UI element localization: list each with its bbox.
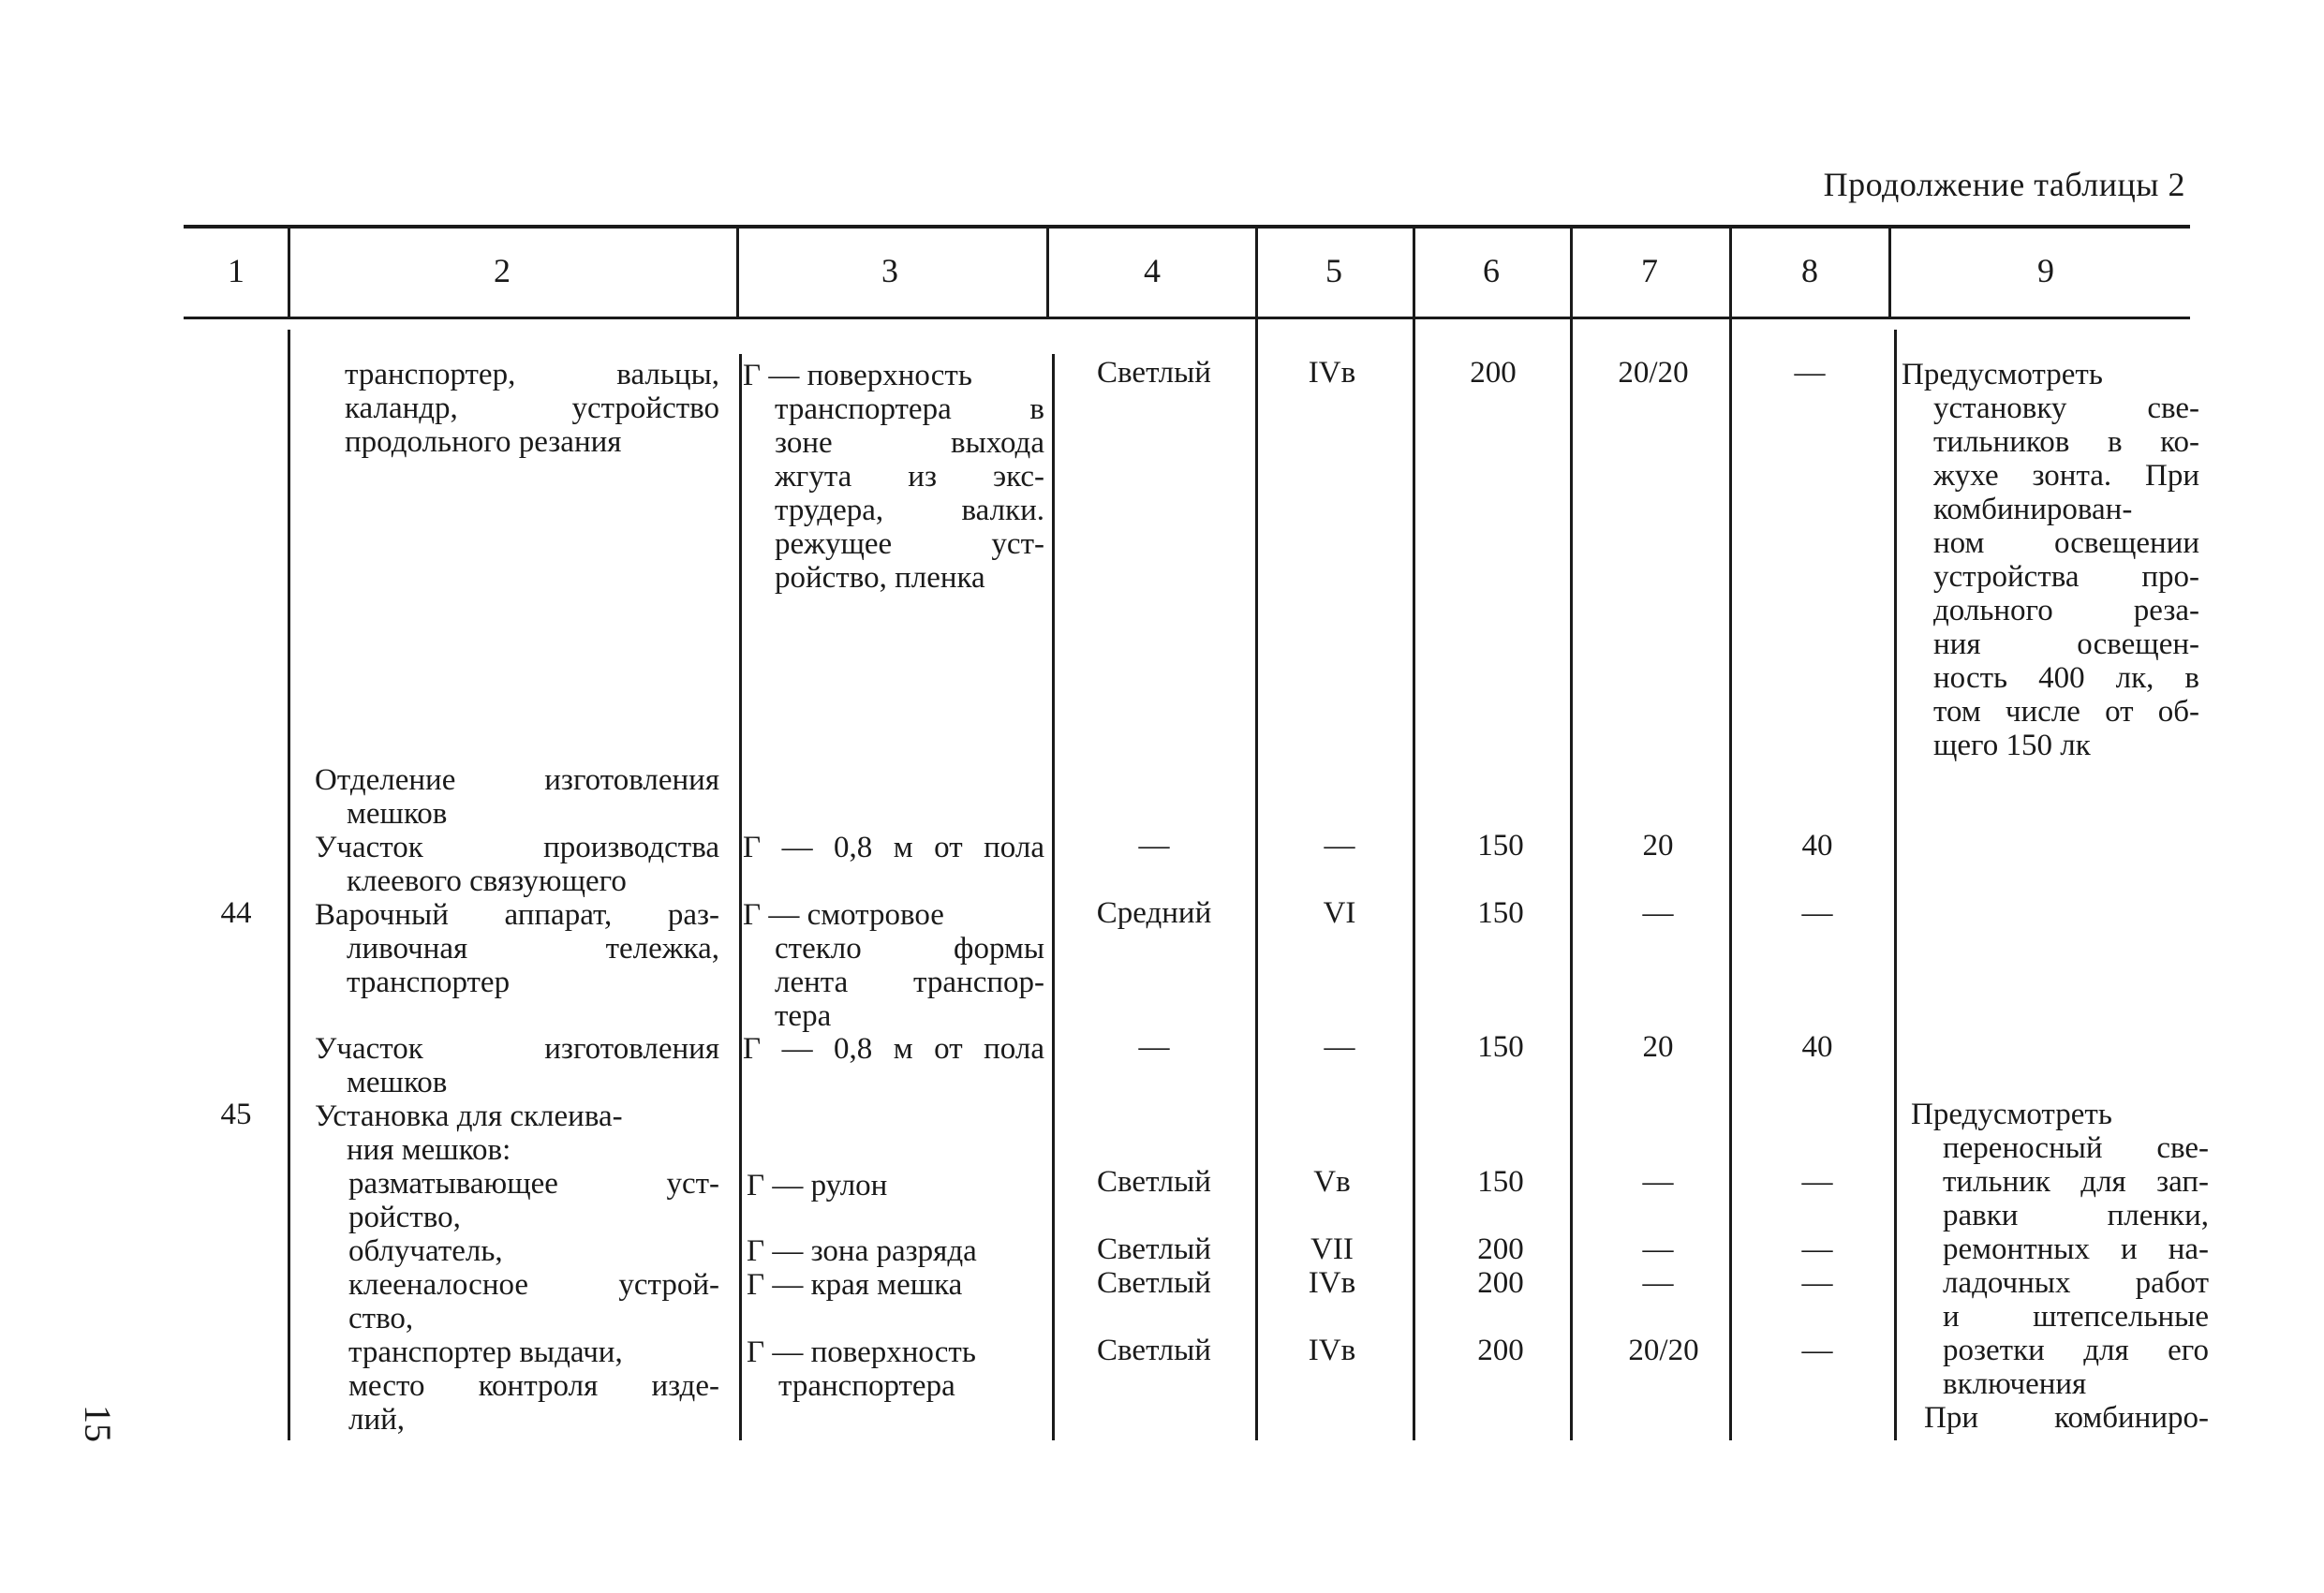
column-separator — [1570, 229, 1573, 1440]
glare-index: 40 — [1801, 1030, 1833, 1064]
cylindrical-illuminance: — — [1642, 896, 1674, 930]
illuminance-value: 200 — [1477, 1232, 1524, 1266]
working-surface: Г — смотровое стекло формы лента транспор- тера — [743, 898, 1044, 1033]
work-area-name: Варочный аппарат, раз- ливочная тележка, транспортер — [315, 898, 719, 999]
note: Предусмотреть переносный све- тильник для зап- равки пленки, ремонтных и на- ладочных работ и штепсельные розетки для его включения При комбиниро- — [1911, 1098, 2209, 1435]
cylindrical-illuminance: 20 — [1642, 829, 1674, 863]
column-header: 2 — [494, 252, 511, 289]
illuminance-value: 200 — [1477, 1266, 1524, 1300]
glare-index: — — [1801, 896, 1833, 930]
work-area-name: транспортер выдачи, место контроля изде- лий, — [348, 1335, 719, 1437]
note: Предусмотреть установку све- тильников в ко- жухе зонта. При комбинирован- ном освещении устройства про- дольного реза- ния освещен- ность 400 лк, в том числе от об- щего 150 лк — [1902, 358, 2199, 762]
column-header: 3 — [881, 252, 898, 289]
illuminance-value: 200 — [1470, 356, 1517, 390]
working-surface: Г — края мешка — [747, 1268, 963, 1302]
cylindrical-illuminance: 20/20 — [1618, 356, 1689, 390]
glare-index: — — [1801, 1232, 1833, 1266]
background-class: Средний — [1096, 896, 1212, 930]
column-header: 8 — [1801, 252, 1818, 289]
table-caption: Продолжение таблицы 2 — [1823, 166, 2185, 203]
background-class: Светлый — [1097, 1266, 1211, 1300]
working-surface: Г — поверхность транспортера — [747, 1335, 976, 1403]
work-category: IVв — [1308, 1266, 1356, 1300]
working-surface: Г — 0,8 м от пола — [743, 831, 1044, 864]
working-surface: Г — поверхность транспортера в зоне выхода жгута из экс- трудера, валки. режущее уст- ройство, пленка — [743, 359, 1044, 595]
illuminance-value: 150 — [1477, 896, 1524, 930]
work-area-name: облучатель, — [348, 1234, 503, 1268]
column-header: 1 — [228, 252, 244, 289]
work-area-name: разматывающее уст- ройство, — [348, 1167, 719, 1234]
illuminance-value: 150 — [1477, 1030, 1524, 1064]
work-category: IVв — [1308, 356, 1356, 390]
page-number: 15 — [77, 1405, 119, 1442]
column-header: 7 — [1641, 252, 1658, 289]
illuminance-value: 150 — [1477, 1165, 1524, 1199]
glare-index: 40 — [1801, 829, 1833, 863]
working-surface: Г — зона разряда — [747, 1234, 977, 1268]
row-number: 44 — [220, 896, 252, 930]
cylindrical-illuminance: 20 — [1642, 1030, 1674, 1064]
background-class: — — [1138, 1030, 1170, 1064]
work-area-name: Участок изготовления мешков — [315, 1032, 719, 1099]
column-separator — [1729, 229, 1732, 1440]
cylindrical-illuminance: 20/20 — [1628, 1334, 1699, 1367]
work-category: — — [1324, 1030, 1355, 1064]
work-area-name: клееналосное устрой- ство, — [348, 1268, 719, 1335]
work-category: VII — [1310, 1232, 1354, 1266]
work-area-name: Участок производства клеевого связующего — [315, 831, 719, 898]
row-number: 45 — [220, 1098, 252, 1131]
column-separator — [288, 229, 290, 317]
working-surface: Г — рулон — [747, 1169, 888, 1202]
background-class: — — [1138, 829, 1170, 863]
column-separator — [1255, 229, 1258, 1440]
glare-index: — — [1801, 1266, 1833, 1300]
cylindrical-illuminance: — — [1642, 1266, 1674, 1300]
background-class: Светлый — [1097, 1232, 1211, 1266]
work-area-name: Установка для склеива- ния мешков: — [315, 1099, 623, 1167]
working-surface: Г — 0,8 м от пола — [743, 1032, 1044, 1066]
column-header: 4 — [1144, 252, 1161, 289]
illuminance-value: 150 — [1477, 829, 1524, 863]
column-separator — [1052, 354, 1055, 1440]
column-header: 9 — [2037, 252, 2054, 289]
background-class: Светлый — [1097, 356, 1211, 390]
column-separator — [1894, 330, 1897, 1440]
column-header: 6 — [1483, 252, 1500, 289]
column-separator — [1413, 229, 1415, 1440]
column-separator — [288, 330, 290, 1440]
column-header: 5 — [1325, 252, 1342, 289]
background-class: Светлый — [1097, 1165, 1211, 1199]
column-separator — [736, 229, 739, 317]
background-class: Светлый — [1097, 1334, 1211, 1367]
cylindrical-illuminance: — — [1642, 1165, 1674, 1199]
work-category: IVв — [1308, 1334, 1356, 1367]
work-category: Vв — [1313, 1165, 1351, 1199]
work-area-name: транспортер, вальцы, каландр, устройство продольного резания — [345, 358, 719, 459]
column-separator — [739, 354, 742, 1440]
cylindrical-illuminance: — — [1642, 1232, 1674, 1266]
glare-index: — — [1801, 1165, 1833, 1199]
work-category: — — [1324, 829, 1355, 863]
header-bottom-rule — [184, 317, 2190, 319]
work-category: VI — [1323, 896, 1356, 930]
glare-index: — — [1794, 356, 1826, 390]
column-separator — [1888, 229, 1891, 317]
column-separator — [1046, 229, 1049, 317]
section-heading: Отделение изготовления мешков — [315, 763, 719, 831]
glare-index: — — [1801, 1334, 1833, 1367]
illuminance-value: 200 — [1477, 1334, 1524, 1367]
